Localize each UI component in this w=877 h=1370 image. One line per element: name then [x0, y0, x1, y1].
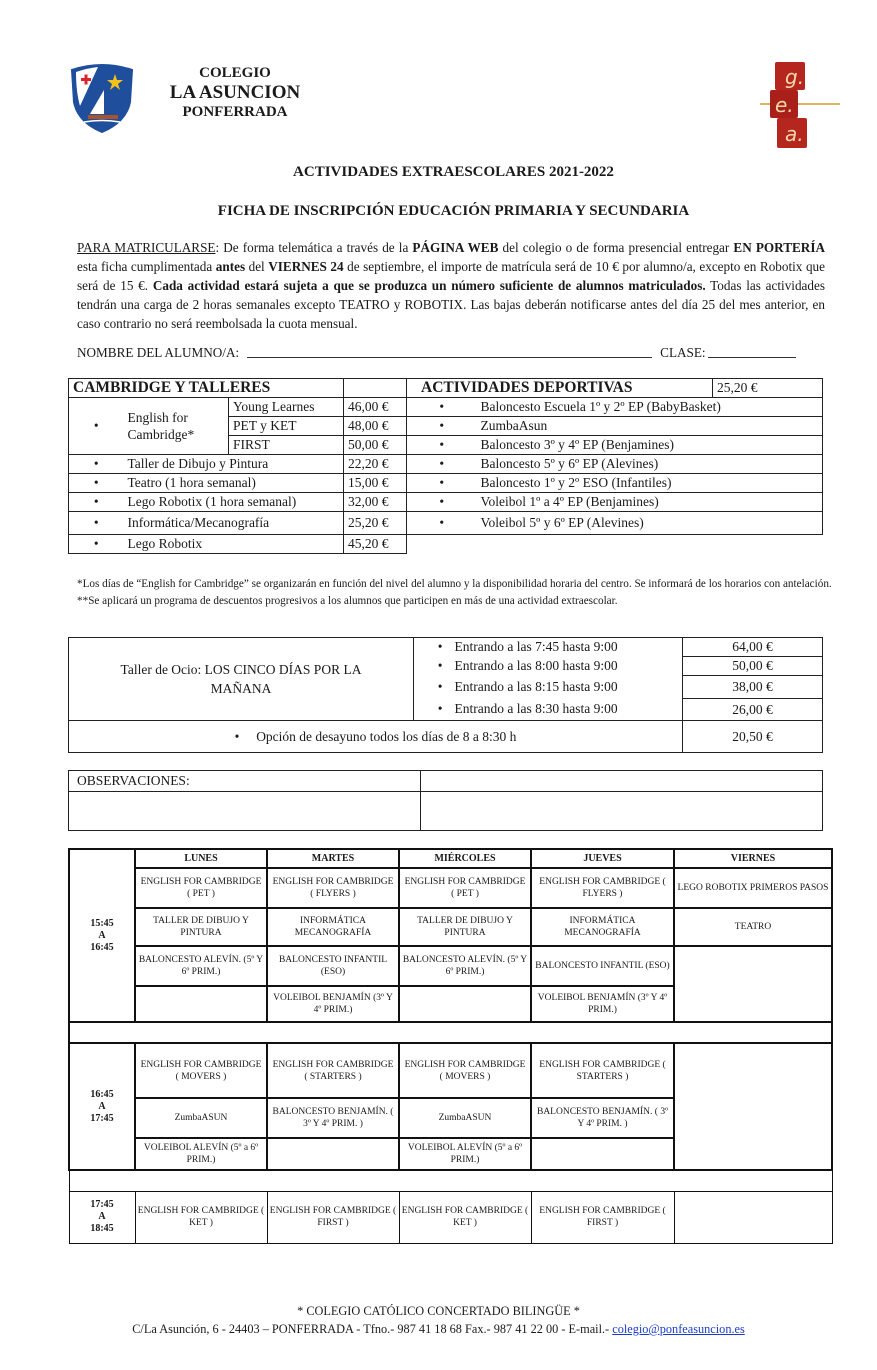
day-header-viernes: VIERNES [674, 849, 832, 868]
student-name-row [77, 344, 825, 361]
observations-field-2[interactable] [421, 792, 823, 831]
sports-price: 25,20 € [713, 379, 823, 398]
english-level: Young Learnes [229, 398, 344, 417]
footnotes [77, 576, 832, 610]
time-start: 15:45 [90, 917, 114, 929]
bullet: • [414, 657, 449, 676]
schedule-cell: ZumbaASUN [135, 1098, 267, 1138]
bullet: • [69, 455, 124, 474]
leisure-price: 26,00 € [683, 699, 823, 721]
schedule-cell: ENGLISH FOR CAMBRIDGE ( MOVERS ) [399, 1043, 531, 1098]
sport-item: Baloncesto 5º y 6º EP (Alevines) [477, 455, 823, 474]
schedule-cell [531, 1138, 674, 1170]
leisure-price: 64,00 € [683, 638, 823, 657]
workshop-price: 15,00 € [344, 474, 407, 493]
footer-address: C/La Asunción, 6 - 24403 – PONFERRADA - Tfno.- 987 41 18 68 Fax.- 987 41 22 00 - E-mail.- [132, 1322, 613, 1336]
schedule-cell: VOLEIBOL ALEVÍN (5º a 6º PRIM.) [135, 1138, 267, 1170]
time-sep: A [98, 929, 106, 941]
schedule-cell [399, 986, 531, 1022]
schedule-cell: ENGLISH FOR CAMBRIDGE ( PET ) [135, 868, 267, 908]
day-header-miercoles: MIÉRCOLES [399, 849, 531, 868]
svg-text:g.: g. [785, 65, 805, 89]
intro-bold: VIERNES 24 [268, 259, 344, 274]
empty-cell [344, 379, 407, 398]
schedule-cell: VOLEIBOL ALEVÍN (5º a 6º PRIM.) [399, 1138, 531, 1170]
bullet: • [69, 474, 124, 493]
english-level: PET y KET [229, 417, 344, 436]
breakfast-price: 20,50 € [683, 721, 823, 753]
bullet: • [407, 398, 477, 417]
class-label: CLASE: [660, 345, 706, 360]
schedule-cell [674, 1043, 832, 1170]
schedule-cell: TALLER DE DIBUJO Y PINTURA [399, 908, 531, 946]
bullet: • [407, 436, 477, 455]
schedule-cell: BALONCESTO INFANTIL (ESO) [267, 946, 399, 986]
bullet: • [234, 728, 257, 744]
bullet: • [414, 676, 449, 699]
schedule-cell: ENGLISH FOR CAMBRIDGE ( FLYERS ) [267, 868, 399, 908]
bullet: • [407, 512, 477, 535]
schedule-cell: ENGLISH FOR CAMBRIDGE ( PET ) [399, 868, 531, 908]
sport-item: ZumbaAsun [477, 417, 823, 436]
activities-table [68, 378, 823, 554]
instructions-label: PARA MATRICULARSE [77, 240, 216, 255]
leisure-option: Entrando a las 8:15 hasta 9:00 [449, 676, 683, 699]
time-sep: A [98, 1100, 106, 1112]
breakfast-label: Opción de desayuno todos los días de 8 a 8:30 h [256, 728, 517, 744]
leisure-workshop-table [68, 637, 823, 753]
footer [0, 1302, 877, 1338]
schedule-cell: ENGLISH FOR CAMBRIDGE ( KET ) [135, 1191, 267, 1243]
time-start: 17:45 [90, 1199, 114, 1210]
bullet: • [69, 493, 124, 512]
time-end: 17:45 [90, 1112, 114, 1124]
bullet: • [407, 474, 477, 493]
time-sep: A [98, 1211, 106, 1222]
intro-text: : De forma telemática a través de la [215, 240, 413, 255]
schedule-cell [135, 986, 267, 1022]
bullet: • [407, 455, 477, 474]
day-header-martes: MARTES [267, 849, 399, 868]
intro-text: esta ficha cumplimentada [77, 259, 216, 274]
leisure-workshop-title: Taller de Ocio: LOS CINCO DÍAS POR LA MAÑANA [69, 638, 414, 721]
gea-logo-icon [760, 58, 840, 153]
footnote-2: **Se aplicará un programa de descuentos progresivos a los alumnos que participen en más de una actividad extraescolar. [77, 595, 618, 607]
workshop-item: Teatro (1 hora semanal) [124, 474, 344, 493]
time-start: 16:45 [90, 1088, 114, 1100]
time-slot-3 [69, 1191, 135, 1243]
day-header-jueves: JUEVES [531, 849, 674, 868]
intro-text: del colegio o de forma presencial entregar [498, 240, 734, 255]
sports-header: ACTIVIDADES DEPORTIVAS [407, 379, 713, 398]
bullet: • [414, 638, 449, 657]
school-name-line1: COLEGIO [199, 65, 271, 81]
enrollment-instructions [77, 238, 825, 333]
workshop-item: Taller de Dibujo y Pintura [124, 455, 344, 474]
english-price: 46,00 € [344, 398, 407, 417]
schedule-cell: BALONCESTO BENJAMÍN. ( 3º Y 4º PRIM. ) [267, 1098, 399, 1138]
schedule-cell: LEGO ROBOTIX PRIMEROS PASOS [674, 868, 832, 908]
sport-item: Voleibol 5º y 6º EP (Alevines) [477, 512, 823, 535]
intro-bold: EN PORTERÍA [733, 240, 825, 255]
workshop-item: Lego Robotix [124, 535, 344, 554]
time-slot-1 [69, 849, 135, 1022]
schedule-cell [267, 1138, 399, 1170]
observations-empty [421, 771, 823, 792]
schedule-cell: INFORMÁTICA MECANOGRAFÍA [531, 908, 674, 946]
weekly-schedule [68, 848, 833, 1244]
schedule-cell: BALONCESTO ALEVÍN. (5º Y 6º PRIM.) [135, 946, 267, 986]
intro-text: Todas las actividades tendrán una carga de 2 horas semanales excepto TEATRO y ROBOTIX. Las bajas deberán notificarse antes del día 25 del mes anterior, en caso contrario no será reembolsada la cuota mensual. [77, 278, 825, 331]
english-price: 48,00 € [344, 417, 407, 436]
breakfast-option [69, 721, 683, 753]
observations-table [68, 770, 823, 831]
workshop-item: Lego Robotix (1 hora semanal) [124, 493, 344, 512]
student-name-field[interactable] [247, 344, 652, 358]
schedule-cell: BALONCESTO INFANTIL (ESO) [531, 946, 674, 986]
school-name-line2: LA ASUNCION [169, 82, 301, 104]
footnote-1: *Los días de “English for Cambridge” se organizarán en función del nivel del alumno y la disponibilidad horaria del centro. Se informará de los horarios con antelación. [77, 578, 832, 590]
schedule-cell: ENGLISH FOR CAMBRIDGE ( KET ) [399, 1191, 531, 1243]
observations-field[interactable] [69, 792, 421, 831]
schedule-cell: ENGLISH FOR CAMBRIDGE ( FLYERS ) [531, 868, 674, 908]
school-name-line3: PONFERRADA [182, 104, 288, 121]
intro-bold: PÁGINA WEB [412, 240, 499, 255]
schedule-cell: BALONCESTO ALEVÍN. (5º Y 6º PRIM.) [399, 946, 531, 986]
leisure-price: 38,00 € [683, 676, 823, 699]
schedule-cell: ZumbaASUN [399, 1098, 531, 1138]
bullet: • [69, 512, 124, 535]
leisure-price: 50,00 € [683, 657, 823, 676]
workshop-item: Informática/Mecanografía [124, 512, 344, 535]
bullet: • [414, 699, 449, 721]
footer-tagline: * COLEGIO CATÓLICO CONCERTADO BILINGÜE * [297, 1304, 580, 1318]
schedule-cell: VOLEIBOL BENJAMÍN (3º Y 4º PRIM.) [267, 986, 399, 1022]
schedule-cell: ENGLISH FOR CAMBRIDGE ( STARTERS ) [531, 1043, 674, 1098]
bullet: • [69, 535, 124, 554]
empty-cell [407, 535, 823, 554]
bullet: • [407, 493, 477, 512]
intro-bold: Cada actividad estará sujeta a que se produzca un número suficiente de alumnos matriculados. [152, 278, 706, 293]
schedule-cell: TALLER DE DIBUJO Y PINTURA [135, 908, 267, 946]
schedule-cell: INFORMÁTICA MECANOGRAFÍA [267, 908, 399, 946]
day-header-lunes: LUNES [135, 849, 267, 868]
school-crest-icon [68, 62, 136, 134]
svg-text:e.: e. [775, 93, 794, 117]
form-subtitle: FICHA DE INSCRIPCIÓN EDUCACIÓN PRIMARIA Y SECUNDARIA [217, 203, 690, 219]
schedule-cell: VOLEIBOL BENJAMÍN (3º Y 4º PRIM.) [531, 986, 674, 1022]
english-price: 50,00 € [344, 436, 407, 455]
time-slot-2 [69, 1043, 135, 1170]
sport-item: Baloncesto 3º y 4º EP (Benjamines) [477, 436, 823, 455]
intro-text: de septiembre, el importe de matrícula será de 10 € por alumno/a, excepto en Robotix que será de 15 €. [77, 259, 825, 293]
schedule-spacer [69, 1022, 832, 1043]
schedule-cell [674, 1191, 832, 1243]
workshop-price: 25,20 € [344, 512, 407, 535]
schedule-spacer [69, 1170, 832, 1191]
intro-text: del [245, 259, 269, 274]
cambridge-header: CAMBRIDGE Y TALLERES [69, 379, 344, 398]
bullet: • [407, 417, 477, 436]
workshop-price: 32,00 € [344, 493, 407, 512]
svg-text:a.: a. [785, 122, 804, 146]
sport-item: Baloncesto 1º y 2º ESO (Infantiles) [477, 474, 823, 493]
email-link[interactable]: colegio@ponfeasuncion.es [612, 1322, 745, 1336]
schedule-cell: ENGLISH FOR CAMBRIDGE ( MOVERS ) [135, 1043, 267, 1098]
class-field[interactable] [708, 344, 796, 358]
leisure-option: Entrando a las 7:45 hasta 9:00 [449, 638, 683, 657]
workshop-price: 45,20 € [344, 535, 407, 554]
sport-item: Voleibol 1º a 4º EP (Benjamines) [477, 493, 823, 512]
schedule-cell: ENGLISH FOR CAMBRIDGE ( STARTERS ) [267, 1043, 399, 1098]
schedule-cell: ENGLISH FOR CAMBRIDGE ( FIRST ) [531, 1191, 674, 1243]
schedule-cell: BALONCESTO BENJAMÍN. ( 3º Y 4º PRIM. ) [531, 1098, 674, 1138]
school-name [150, 65, 320, 121]
schedule-cell [674, 946, 832, 1022]
main-title: ACTIVIDADES EXTRAESCOLARES 2021-2022 [293, 164, 614, 180]
sport-item: Baloncesto Escuela 1º y 2º EP (BabyBasket) [477, 398, 823, 417]
footer-contact [0, 1320, 877, 1338]
student-name-label: NOMBRE DEL ALUMNO/A: [77, 345, 240, 360]
time-end: 16:45 [90, 941, 114, 953]
leisure-option: Entrando a las 8:30 hasta 9:00 [449, 699, 683, 721]
time-end: 18:45 [90, 1223, 114, 1234]
schedule-cell: ENGLISH FOR CAMBRIDGE ( FIRST ) [267, 1191, 399, 1243]
observations-label: OBSERVACIONES: [69, 771, 421, 792]
bullet: • [69, 398, 124, 455]
schedule-cell: TEATRO [674, 908, 832, 946]
leisure-option: Entrando a las 8:00 hasta 9:00 [449, 657, 683, 676]
english-level: FIRST [229, 436, 344, 455]
english-cambridge-label: English for Cambridge* [124, 398, 229, 455]
intro-bold: antes [215, 259, 246, 274]
workshop-price: 22,20 € [344, 455, 407, 474]
